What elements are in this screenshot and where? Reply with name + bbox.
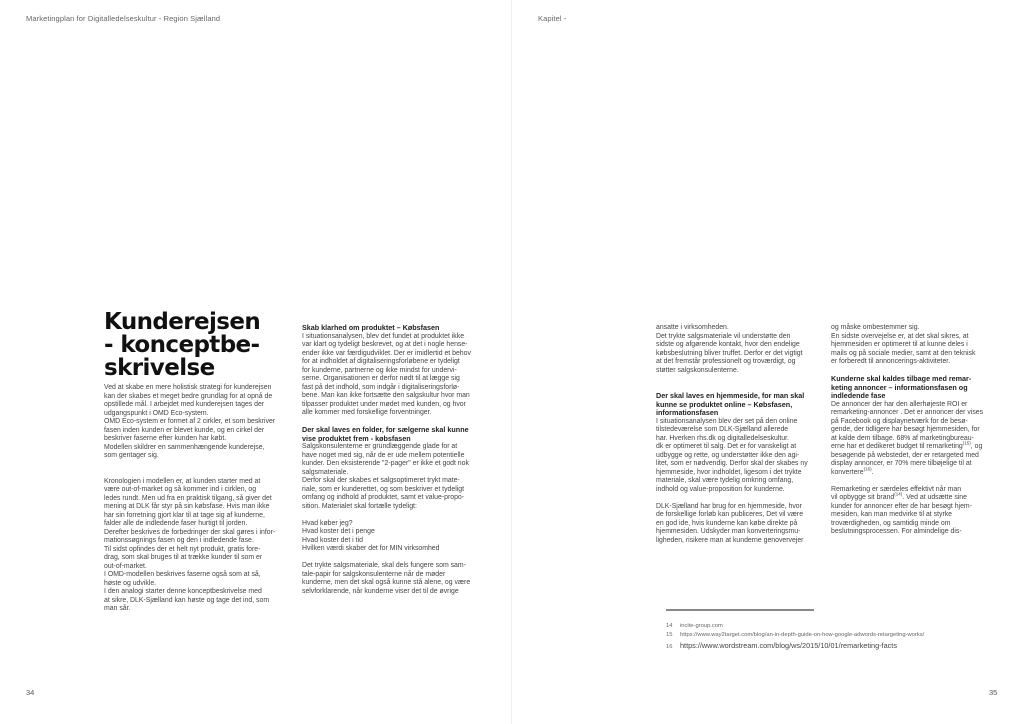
paragraph: Ved at skabe en mere holistisk strategi for kunderejsen kan der skabes et meget bedre grundlag for at opnå de opstillede mål. I arbejdet med kunderejsen tages der udgangspunkt i OMD Eco-system.	[104, 384, 273, 417]
paragraph: DLK-Sjælland har brug for en hjemmeside, hvor de forskellige forløb kan publiceres, Det vil være en god ide, hvis kunderne kan købe direkte på hjemmesiden. Udskyder man konverteringsmu- ligheden, risikere man at kunderne genovervejer	[656, 502, 804, 544]
paragraph: I situationsanalysen blev der set på den online tilstedeværelse som DLK-Sjælland allerede har. Hverken rhs.dk og digitalledelseskultur. dk er optimeret til salg. Det er for vanskeligt at udbygge og rette, og understøtter ikke den agi- litet, som er nødvendig. Derfor skal der skabes ny hjemmeside, hvor indholdet, ligesom i det trykte materiale, skal være tydelig omkring omfang, indhold og value-proposition for kunderne.	[656, 417, 808, 493]
running-header-right: Kapitel -	[538, 14, 567, 23]
page-gutter	[511, 0, 512, 724]
paragraph: OMD Eco-system er formet af 2 cirkler, et som beskriver fasen inden kunden er blevet kunde, og en cirkel der beskriver faserne efter kunden har købt.	[104, 418, 276, 442]
column-3	[656, 324, 828, 545]
paragraph: Kronologien i modellen er, at kunden starter med at være out-of-market og så kommer ind i cirklen, og ledes rundt. Men ud fra en praktisk tilgang, så giver det mening at DLK får styr på sin købsfase. Hvis man ikke har sin forretning gjort klar til at tage sig af kunderne, falder alle de indledende faser hurtigt til jorden.	[104, 477, 272, 527]
list-item: Hvad koster det i penge	[302, 528, 375, 536]
footnote-link[interactable]: https://www.way2target.com/blog/an-in-depth-guide-on-how-google-adwords-retargeting-works/	[680, 632, 925, 638]
footnotes	[666, 623, 986, 653]
paragraph: ansatte i virksomheden.	[656, 324, 729, 331]
footnote-ref[interactable]: (16)	[863, 466, 872, 472]
footnote	[666, 623, 986, 629]
page-number-right: 35	[989, 688, 998, 697]
subheading: Der skal laves en folder, for sælgerne skal kunne vise produktet frem - købsfasen	[302, 425, 469, 443]
paragraph: I OMD-modellen beskrives faserne også som at så, høste og udvikle.	[104, 571, 261, 587]
footnote-number: 15	[666, 632, 673, 638]
paragraph: Det trykte salgsmateriale, skal dels fungere som sam- tale-papir for salgskonsulenterne når de møder kunderne, men det skal også kunne stå alene, og være selvforklarende, når kunderne viser det til de øvrige	[302, 562, 471, 595]
paragraph: og måske ombestemmer sig.	[831, 324, 920, 331]
footnote-divider	[666, 609, 814, 611]
running-header-left: Marketingplan for Digitalledelseskultur - Region Sjælland	[26, 14, 221, 23]
list-item: Hvad koster det i tid	[302, 536, 363, 544]
paragraph: Remarketing er særdeles effektivt når man vil opbygge sit brand$^{(14)}$. Ved at udsætte sine kunder for annoncer efter de har besøgt hjem- mesiden, kan man medvirke til at styrke troværdigheden, og samtidig minde om beslutningsprocessen. For almindelige dis-	[831, 485, 972, 536]
footnote-number: 16	[666, 644, 673, 650]
column-4	[831, 324, 1003, 537]
footnote	[666, 632, 986, 638]
page-number-left: 34	[26, 688, 35, 697]
column-2	[302, 324, 496, 596]
footnote-ref[interactable]: (15)	[962, 440, 971, 446]
subheading: Kunderne skal kaldes tilbage med remar- keting annoncer – informationsfasen og indledende fase	[831, 374, 972, 401]
footnote	[666, 641, 986, 650]
footnote-ref[interactable]: (14)	[894, 491, 903, 497]
subheading: Der skal laves en hjemmeside, for man skal kunne se produktet online – Købsfasen, informationsfasen	[656, 391, 805, 418]
subheading: Skab klarhed om produktet – Købsfasen	[302, 323, 440, 332]
paragraph: Det trykte salgsmateriale vil understøtte den sidste og afgørende kontakt, hvor den endelige købsbeslutning bliver truffet. Derfor er det vigtigt at det fremstår professionelt og troværdigt, og støtter salgskonsulenterne.	[656, 332, 803, 374]
list-item: Hvilken værdi skaber det for MIN virksomhed	[302, 545, 440, 553]
footnote-link[interactable]: incite-group.com	[680, 623, 723, 629]
section-title: Kunderejsen - konceptbe- skrivelse	[104, 309, 261, 381]
footnote-number: 14	[666, 623, 673, 629]
paragraph: Derfor skal der skabes et salgsoptimeret trykt mate- riale, som er kunderettet, og som beskriver et tydeligt omfang og indhold af produktet, samt et value-propo- sition. Materialet skal fortælle tydeligt:	[302, 477, 465, 510]
paragraph: Derefter beskrives de forbedringer der skal gøres i infor- mationssøgnings fasen og den i indledende fase.	[104, 528, 276, 544]
paragraph: I den analogi starter denne konceptbeskrivelse med at sikre, DLK-Sjælland kan høste og tage det ind, som man sår.	[104, 588, 270, 612]
paragraph: Til sidst opfindes der et helt nyt produkt, gratis fore- drag, som skal bruges til at trække kunder til som er out-of-market.	[104, 545, 263, 570]
paragraph: Salgskonsulenterne er grundlæggende glade for at have noget med sig, når de er ude mellem potentielle kunder. Den eksisterende "2-pager" er ikke et godt nok salgsmateriale.	[302, 443, 469, 476]
list-item: Hvad køber jeg?	[302, 519, 353, 527]
paragraph: I situationsanalysen, blev det fundet at produktet ikke var klart og tydeligt beskrevet, og at det i nogle hense- ender ikke var færdigudviklet. Der er imidlertid et behov for at indholdet af digitaliseringsforløbene er tydeligt for kunderne, partnerne og ikke mindst for undervi- serne. Organisationen er derfor nødt til at lægge sig fast på det indhold, som indgår i digitaliseringsforlø- bene. Man kan ikke fortsætte den salgskultur hvor man tilpasser produktet under mødet med kunden, og hvor alle kommer med forskellige forventninger.	[302, 332, 471, 417]
paragraph: De annoncer der har den allerhøjeste ROI er remarketing-annoncer . Det er annoncer der vises på Facebook og displaynetværk for de besø- gende, der tidligere har besøgt hjemmesiden, for at kalde dem tilbage. 68% af marketingbureau- erne har et dedikeret budget til remarketing$^{(15)}$, og besøgende på webstedet, der er retargeted med display annoncer, er 70% mere tilbøjelige til at konvertere$^{(16)}$.	[831, 400, 984, 476]
footnote-link[interactable]: https://www.wordstream.com/blog/ws/2015/10/01/remarketing-facts	[680, 641, 897, 650]
paragraph: Modellen skildrer en sammenhængende kunderejse, som gentager sig.	[104, 443, 265, 459]
paragraph: En sidste overvejelse er, at det skal sikres, at hjemmesiden er optimeret til at kunne deles i mails og på sociale medier, samt at den teknisk er forberedt til annoncerings-aktiviteter.	[831, 332, 976, 365]
column-1	[104, 311, 294, 614]
